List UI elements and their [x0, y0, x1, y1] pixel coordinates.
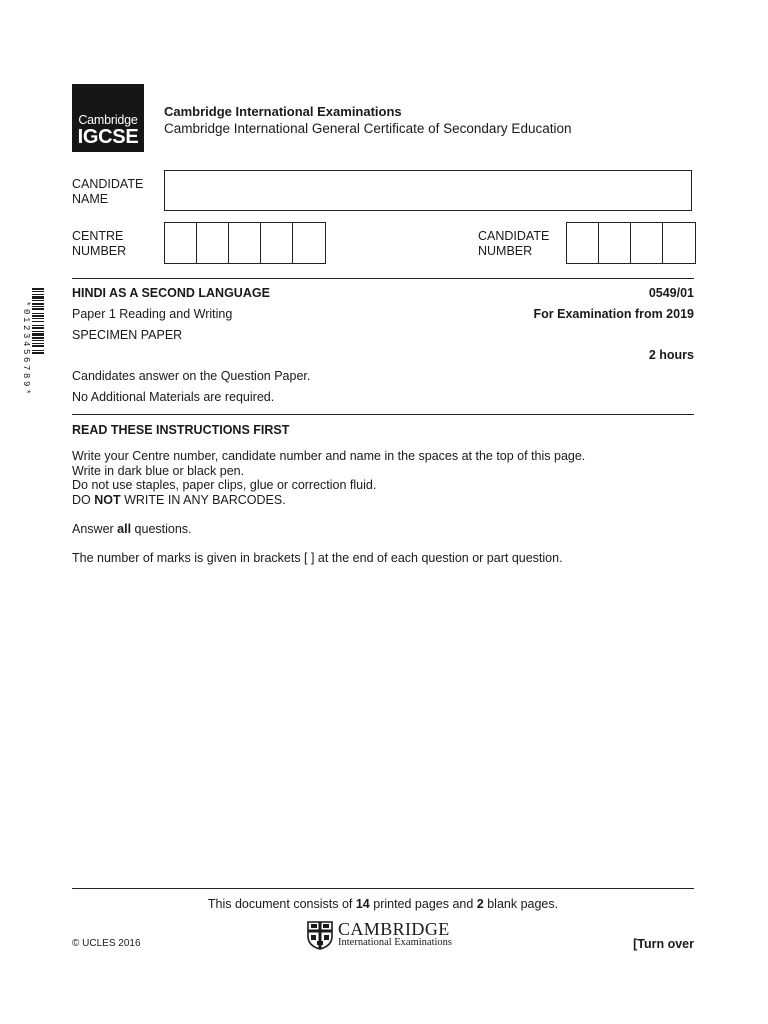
- barcode-bar: [32, 345, 44, 347]
- candidate-number-digit[interactable]: [599, 223, 631, 263]
- exam-type: SPECIMEN PAPER: [72, 328, 183, 342]
- barcode-bar: [32, 318, 44, 319]
- barcode-bar: [32, 300, 44, 301]
- cambridge-brand: [306, 919, 466, 951]
- divider: [72, 414, 694, 415]
- barcode: [18, 286, 46, 414]
- exam-subject: HINDI AS A SECOND LANGUAGE: [72, 286, 270, 300]
- instruction-emphasis: NOT: [94, 492, 121, 507]
- centre-number-digit[interactable]: [293, 223, 325, 263]
- instruction-text: Answer: [72, 522, 118, 536]
- barcode-bar: [32, 325, 44, 326]
- footer-divider: [72, 888, 694, 889]
- candidate-number-label: [478, 229, 549, 259]
- barcode-bar: [32, 308, 44, 310]
- instruction-text: WRITE IN ANY BARCODES.: [120, 492, 286, 507]
- exam-from: For Examination from 2019: [533, 307, 694, 321]
- footer-text: blank pages.: [483, 897, 559, 911]
- barcode-bar: [32, 333, 44, 336]
- barcode-bar: [32, 327, 44, 329]
- barcode-bar: [32, 352, 44, 354]
- instruction-emphasis: all: [117, 522, 132, 536]
- barcode-bar: [32, 306, 44, 307]
- footer-text: printed pages and: [369, 897, 477, 911]
- header-org: Cambridge International Examinations: [164, 104, 402, 119]
- candidate-number-label-line1: CANDIDATE: [478, 229, 550, 243]
- instruction-text: DO: [72, 492, 95, 507]
- centre-number-digit[interactable]: [229, 223, 261, 263]
- exam-answer-on: Candidates answer on the Question Paper.: [72, 369, 311, 383]
- barcode-text: *0123456789*: [21, 300, 31, 397]
- barcode-bar: [32, 294, 44, 295]
- instructions-heading: READ THESE INSTRUCTIONS FIRST: [72, 423, 290, 437]
- candidate-name-field[interactable]: [164, 170, 692, 211]
- cambridge-brand-sub: International Examinations: [338, 937, 453, 948]
- document-pages-note: [72, 897, 694, 911]
- centre-number-digit[interactable]: [261, 223, 293, 263]
- centre-number-label-line1: CENTRE: [72, 229, 124, 243]
- candidate-name-label-line1: CANDIDATE: [72, 177, 144, 191]
- barcode-bar: [32, 331, 44, 332]
- centre-number-digit[interactable]: [165, 223, 197, 263]
- candidate-number-boxes: [566, 222, 696, 264]
- exam-duration: 2 hours: [648, 348, 694, 362]
- candidate-name-label: [72, 177, 143, 207]
- candidate-number-digit[interactable]: [663, 223, 695, 263]
- exam-materials: No Additional Materials are required.: [72, 390, 275, 404]
- cambridge-brand-name: CAMBRIDGE: [338, 919, 450, 939]
- instruction-line: Do not use staples, paper clips, glue or correction fluid.: [72, 478, 377, 492]
- instructions-block: [72, 449, 672, 507]
- cambridge-crest-icon: [306, 920, 334, 950]
- barcode-bar: [32, 340, 44, 341]
- exam-code: 0549/01: [648, 286, 694, 300]
- barcode-bar: [32, 303, 44, 305]
- candidate-number-digit[interactable]: [631, 223, 663, 263]
- barcode-bar: [32, 321, 44, 322]
- centre-number-label: [72, 229, 126, 259]
- barcode-bar: [32, 343, 44, 344]
- candidate-number-digit[interactable]: [567, 223, 599, 263]
- centre-number-label-line2: NUMBER: [72, 244, 127, 258]
- divider: [72, 278, 694, 279]
- answer-instruction: [72, 522, 192, 536]
- footer-page-count: 14: [355, 897, 370, 911]
- centre-number-digit[interactable]: [197, 223, 229, 263]
- instruction-line: [72, 493, 672, 508]
- copyright: © UCLES 2016: [72, 938, 141, 949]
- logo-cambridge-text: Cambridge: [78, 113, 138, 127]
- instruction-line: Write your Centre number, candidate number and name in the spaces at the top of this page.: [72, 449, 586, 463]
- barcode-bar: [32, 315, 44, 317]
- marks-instruction: The number of marks is given in brackets [ ] at the end of each question or part question.: [72, 551, 563, 565]
- cambridge-igcse-logo: [72, 84, 144, 152]
- barcode-bar: [32, 291, 44, 292]
- exam-paper: Paper 1 Reading and Writing: [72, 307, 233, 321]
- candidate-number-label-line2: NUMBER: [478, 244, 533, 258]
- header-subtitle: Cambridge International General Certificate of Secondary Education: [164, 121, 572, 136]
- barcode-bar: [32, 296, 44, 299]
- instruction-line: Write in dark blue or black pen.: [72, 463, 245, 478]
- turn-over: [Turn over: [633, 937, 694, 951]
- barcode-bar: [32, 337, 44, 339]
- candidate-name-label-line2: NAME: [72, 192, 109, 206]
- instruction-text: questions.: [131, 522, 192, 536]
- barcode-bar: [32, 313, 44, 314]
- footer-text: This document consists of: [207, 897, 356, 911]
- footer-blank-count: 2: [476, 897, 484, 911]
- barcode-bar: [32, 350, 44, 351]
- logo-igcse-text: IGCSE: [77, 126, 139, 148]
- centre-number-boxes: [164, 222, 326, 264]
- barcode-bar: [32, 288, 44, 290]
